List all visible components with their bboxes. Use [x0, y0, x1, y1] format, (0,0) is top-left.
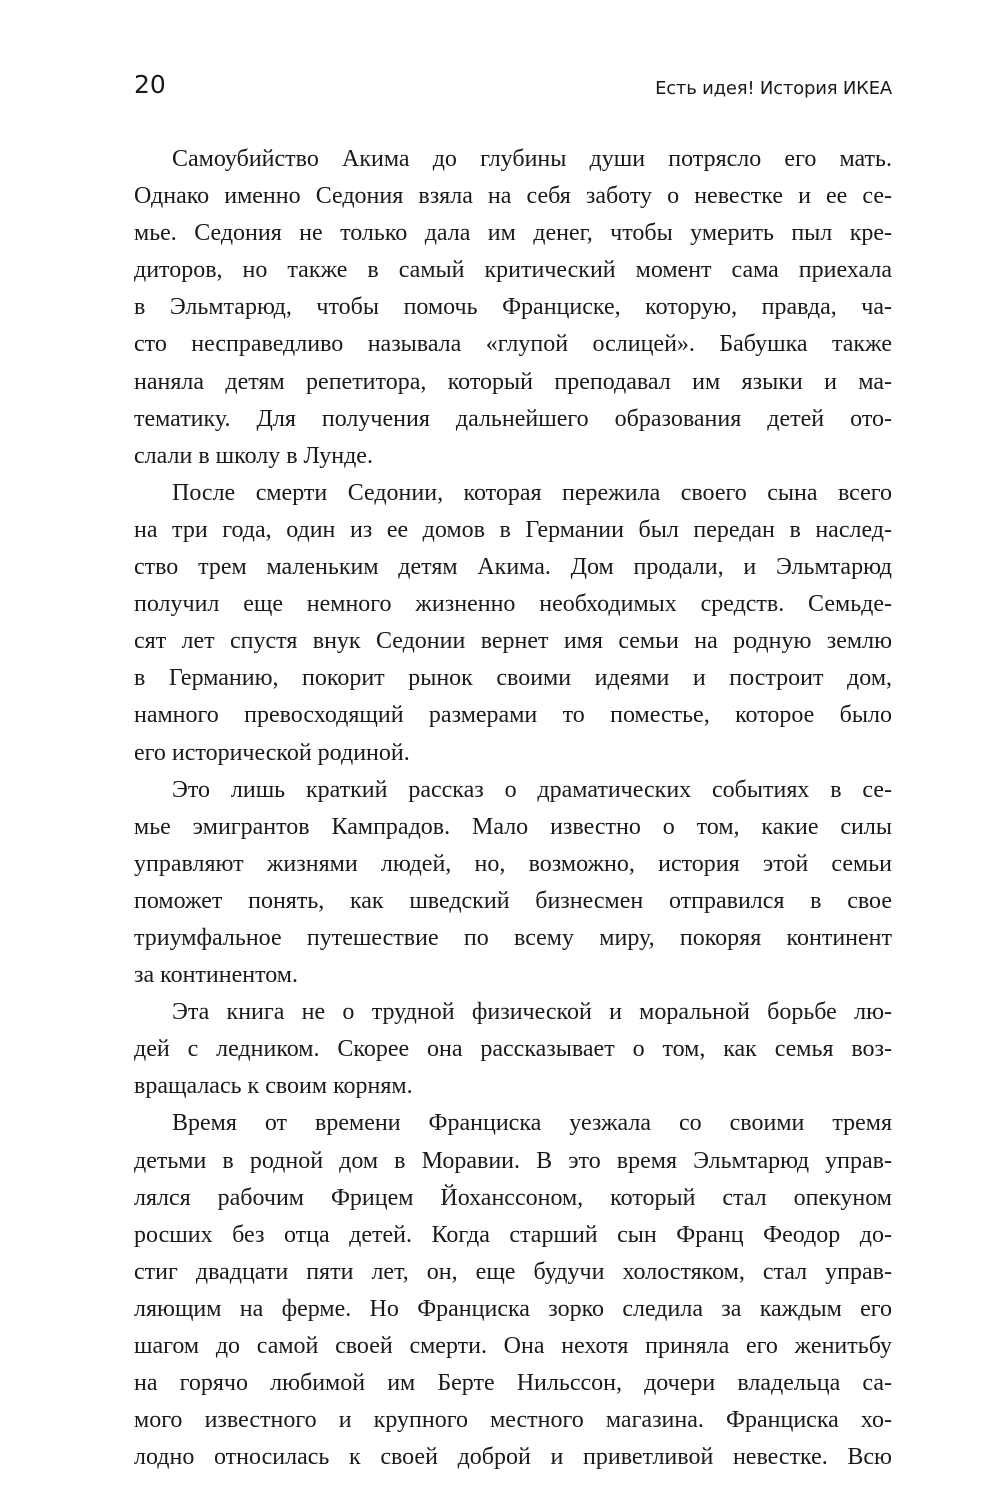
- text-line: вращалась к своим корням.: [134, 1073, 413, 1100]
- text-line: в Эльмтарюд, чтобы помочь Франциске, которую, правда, ча-: [134, 294, 892, 321]
- text-line: в Германию, покорит рынок своими идеями и построит дом,: [134, 665, 892, 692]
- text-line: диторов, но также в самый критический момент сама приехала: [134, 257, 892, 284]
- body-text: [134, 141, 892, 1476]
- text-line: росших без отца детей. Когда старший сын Франц Феодор до-: [134, 1221, 892, 1248]
- paragraph: [134, 772, 892, 995]
- text-line: мого известного и крупного местного магазина. Франциска хо-: [134, 1407, 892, 1434]
- text-line: управляют жизнями людей, но, возможно, история этой семьи: [134, 850, 892, 877]
- text-line: стиг двадцати пяти лет, он, еще будучи холостяком, стал управ-: [134, 1258, 892, 1285]
- text-line: наняла детям репетитора, который преподавал им языки и ма-: [134, 368, 892, 395]
- text-line: дей с ледником. Скорее она рассказывает о том, как семья воз-: [134, 1036, 892, 1063]
- text-line: мье эмигрантов Кампрадов. Мало известно о том, какие силы: [134, 813, 892, 840]
- paragraph: [134, 994, 892, 1105]
- text-line: шагом до самой своей смерти. Она нехотя приняла его женитьбу: [134, 1333, 892, 1359]
- text-line: сто несправедливо называла «глупой ослицей». Бабушка также: [134, 331, 892, 358]
- running-title: Есть идея! История ИКЕА: [655, 78, 892, 99]
- paragraph: [134, 141, 892, 475]
- text-line: за континентом.: [134, 962, 298, 989]
- text-line: ство трем маленьким детям Акима. Дом продали, и Эльмтарюд: [134, 554, 892, 581]
- text-line: на горячо любимой им Берте Нильссон, дочери владельца са-: [134, 1370, 892, 1397]
- text-line: Эта книга не о трудной физической и моральной борьбе лю-: [172, 999, 892, 1026]
- text-line: сят лет спустя внук Седонии вернет имя семьи на родную землю: [134, 628, 892, 655]
- text-line: мье. Седония не только дала им денег, чтобы умерить пыл кре-: [134, 220, 892, 247]
- text-line: на три года, один из ее домов в Германии был передан в наслед-: [134, 516, 892, 543]
- text-line: лодно относилась к своей доброй и приветливой невестке. Всю: [134, 1444, 892, 1471]
- paragraph: [134, 475, 892, 772]
- text-line: его исторической родиной.: [134, 739, 410, 766]
- text-line: слали в школу в Лунде.: [134, 442, 373, 469]
- text-line: лялся рабочим Фрицем Йохансcоном, который стал опекуном: [134, 1184, 892, 1211]
- text-line: После смерти Седонии, которая пережила своего сына всего: [172, 479, 892, 506]
- text-line: Однако именно Седония взяла на себя заботу о невестке и ее се-: [134, 183, 892, 210]
- page-header: [134, 70, 892, 110]
- text-line: триумфальное путешествие по всему миру, покоряя континент: [134, 924, 892, 951]
- text-line: Самоубийство Акима до глубины души потрясло его мать.: [172, 146, 892, 172]
- text-line: тематику. Для получения дальнейшего образования детей ото-: [134, 405, 892, 432]
- text-line: поможет понять, как шведский бизнесмен отправился в свое: [134, 887, 892, 914]
- text-line: Время от времени Франциска уезжала со своими тремя: [172, 1110, 892, 1137]
- paragraph: [134, 1105, 892, 1476]
- page-number: 20: [134, 70, 166, 99]
- text-line: ляющим на ферме. Но Франциска зорко следила за каждым его: [134, 1295, 892, 1322]
- text-line: Это лишь краткий рассказ о драматических событиях в се-: [172, 776, 892, 803]
- text-line: получил еще немного жизненно необходимых средств. Семьде-: [134, 591, 892, 618]
- text-line: намного превосходящий размерами то поместье, которое было: [134, 702, 892, 729]
- text-line: детьми в родной дом в Моравии. В это время Эльмтарюд управ-: [134, 1147, 892, 1174]
